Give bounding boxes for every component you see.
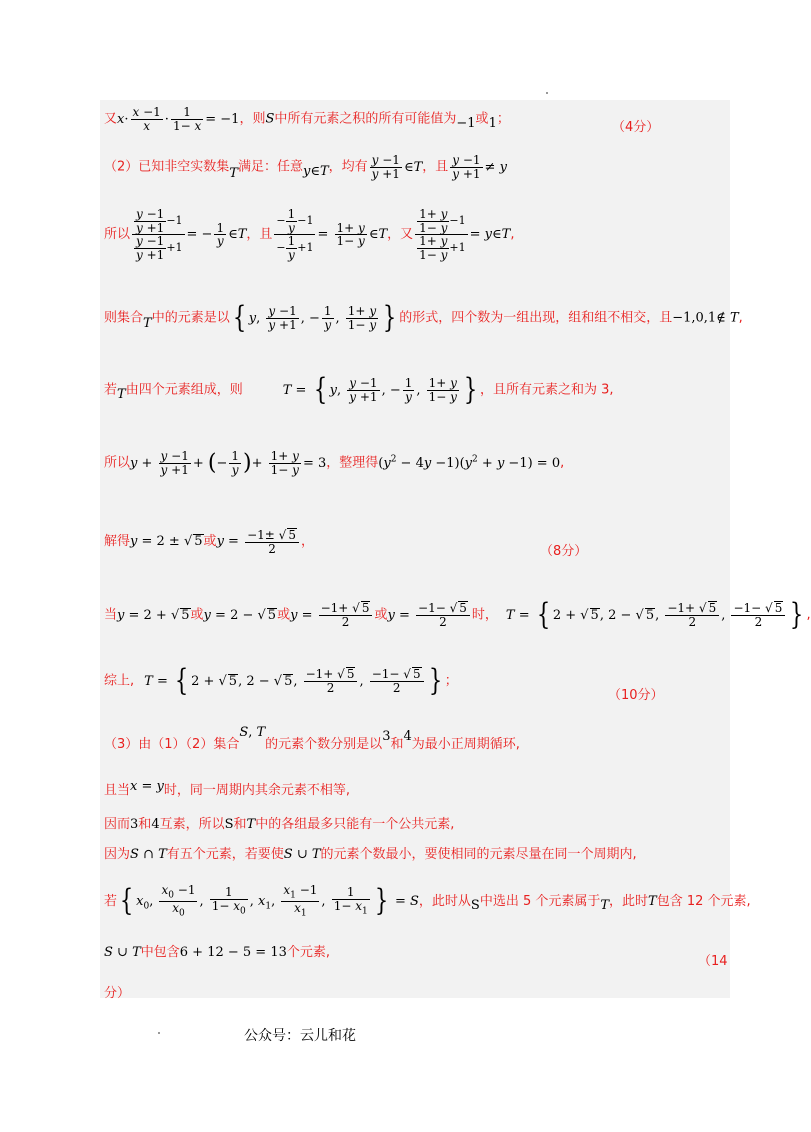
line-7: 解得y = 2 ± √ 5或y = $\frac{-1\pm √ 5}{2}$ ， bbox=[104, 528, 314, 556]
text: 中选出 5 个元素属于 bbox=[479, 893, 601, 909]
line-14: 若{ $x_0$, $\frac{x_0 -1}{x_0}$ , $\frac{1}{1- x_0}$ , $x_1$, $\frac{x_1 -1}{x_1}$ , $\frac{1}{1- x_1}$ } = S，此时从S中选出 5 个元素属于T，此时T包含 12 个元素, bbox=[104, 883, 751, 919]
text: 时， bbox=[471, 607, 498, 623]
text: 或 bbox=[203, 534, 217, 550]
text: 中包含 bbox=[140, 945, 180, 960]
text: 则集合 bbox=[104, 310, 144, 326]
score-10: （10分） bbox=[608, 688, 664, 703]
text: ，均有 bbox=[328, 159, 368, 175]
score-4: （4分） bbox=[612, 120, 660, 135]
text: 中的元素是以 bbox=[151, 310, 230, 326]
text: 或 bbox=[277, 607, 291, 623]
line-13: 因为S ∩ T有五个元素，若要使S ∪ T的元素个数最小，要使相同的元素尽量在同一个周期内, bbox=[104, 847, 637, 862]
line-8: 当y = 2 + √ 5或y = 2 − √ 5或y = $\frac{-1+ √ 5}{2}$ 或y = $\frac{-1- √ 5}{2}$ 时， T = { 2 + √ 5, 2 − √ 5, $\frac{-1+ √ 5}{2}$ , $\frac{-1- √ 5}{2}$ } , bbox=[104, 597, 811, 632]
text: ，且 bbox=[422, 159, 449, 175]
text: 互素，所以 bbox=[159, 817, 225, 832]
text: 或 bbox=[190, 607, 204, 623]
line-9: 综上, T = { 2 + √ 5, 2 − √ 5, $\frac{-1+ √ 5}{2}$ , $\frac{-1- √ 5}{2}$ } ； bbox=[104, 663, 458, 698]
text: 个元素, bbox=[286, 945, 331, 960]
text: ，整理得 bbox=[326, 455, 379, 471]
text: 由四个元素组成，则 bbox=[125, 382, 243, 398]
text: 因而 bbox=[104, 817, 131, 832]
text: 解得 bbox=[104, 534, 131, 550]
score-14: （14 bbox=[698, 954, 728, 969]
text: 和 bbox=[390, 737, 404, 752]
text: 和 bbox=[138, 817, 152, 832]
text: 或 bbox=[475, 111, 489, 127]
text: 当 bbox=[104, 607, 118, 623]
text: 或 bbox=[374, 607, 388, 623]
text: 的元素个数最小，要使相同的元素尽量在同一个周期内, bbox=[320, 847, 637, 862]
decorative-dot bbox=[546, 92, 548, 94]
text: （2）已知非空实数集 bbox=[104, 159, 230, 175]
text: ，且所有元素之和为 3, bbox=[480, 382, 614, 398]
text: 的形式，四个数为一组出现，组和组不相交，且 bbox=[399, 310, 673, 326]
line-6: 所以y + $\frac{y -1}{y +1}$ + (− $\frac{1}{y}$ )+ $\frac{1+ y}{1- y}$ = 3，整理得$(y^2 - 4y -1)(y^2 + y -1) = 0$, bbox=[104, 449, 565, 477]
text: 中的各组最多只能有一个公共元素, bbox=[255, 817, 455, 832]
line-12: 因而3和4互素，所以S和T中的各组最多只能有一个公共元素, bbox=[104, 817, 455, 832]
text: 中所有元素之积的所有可能值为 bbox=[274, 111, 457, 127]
text: 所以 bbox=[104, 227, 131, 243]
text: ，又 bbox=[387, 227, 414, 243]
line-3: 所以 $\frac{y -1}{y +1}$ −1 $\frac{y -1}{y +1}$ +1 = − $\frac{1}{y}$ ∈T，且 − $\frac{1}{y}$ −1 − $\frac{1}{y}$ +1 = $\frac{1+ y}{1- y}$ ∈T，又 $\frac{1+ y}{1- y}$ −1 $\frac{1+ y}{1- y}$ +1 = y∈T, bbox=[104, 207, 515, 262]
text: 包含 12 个元素, bbox=[656, 893, 751, 909]
text: ，且 bbox=[246, 227, 273, 243]
line-2: （2）已知非空实数集T满足：任意y∈T，均有 $\frac{y -1}{y +1}$ ∈T，且 $\frac{y -1}{y +1}$ ≠ y bbox=[104, 153, 507, 181]
text: 的元素个数分别是以 bbox=[265, 737, 383, 752]
line-5: 若T由四个元素组成，则 T = { y, $\frac{y -1}{y +1}$ , − $\frac{1}{y}$ , $\frac{1+ y}{1- y}$ } ，且所有元素之和为 3, bbox=[104, 372, 614, 407]
text: 且当 bbox=[104, 783, 131, 798]
text: 所以 bbox=[104, 455, 131, 471]
line-4: 则集合T中的元素是以{ y, $\frac{y -1}{y +1}$ , − $\frac{1}{y}$ , $\frac{1+ y}{1- y}$ } 的形式，四个数为一组出现，组和组不相交，且−1,0,1∉ T, bbox=[104, 300, 743, 335]
score-14-cont: 分） bbox=[104, 986, 131, 1001]
text: 时，同一周期内其余元素不相等, bbox=[163, 783, 351, 798]
text: 有五个元素，若要使 bbox=[166, 847, 284, 862]
line-1: 又x· $\frac{x -1}{x}$ · $\frac{1}{1- x}$ = −1，则S中所有元素之积的所有可能值为−1或1； bbox=[104, 105, 510, 133]
decorative-dot bbox=[158, 1032, 160, 1034]
line-10: （3）由（1）（2）集合S, T的元素个数分别是以3和4为最小正周期循环, bbox=[104, 725, 520, 752]
footer-wechat-account: 公众号：云儿和花 bbox=[244, 1028, 356, 1044]
text: 又 bbox=[104, 111, 118, 127]
line-15: S ∪ T中包含6 + 12 − 5 = 13个元素, bbox=[104, 945, 331, 960]
line-11: 且当x = y时，同一周期内其余元素不相等, bbox=[104, 779, 351, 798]
text: 为最小正周期循环, bbox=[411, 737, 520, 752]
score-8: （8分） bbox=[540, 544, 588, 559]
text: 若 bbox=[104, 893, 118, 909]
text: （3）由（1）（2）集合 bbox=[104, 737, 240, 752]
text: 满足：任意 bbox=[237, 159, 303, 175]
text: ，此时从 bbox=[418, 893, 471, 909]
text: 因为 bbox=[104, 847, 131, 862]
text: ，则 bbox=[239, 111, 266, 127]
text: 和 bbox=[233, 817, 247, 832]
text: ，此时 bbox=[609, 893, 649, 909]
text: 若 bbox=[104, 382, 118, 398]
text: 综上, bbox=[104, 673, 135, 689]
